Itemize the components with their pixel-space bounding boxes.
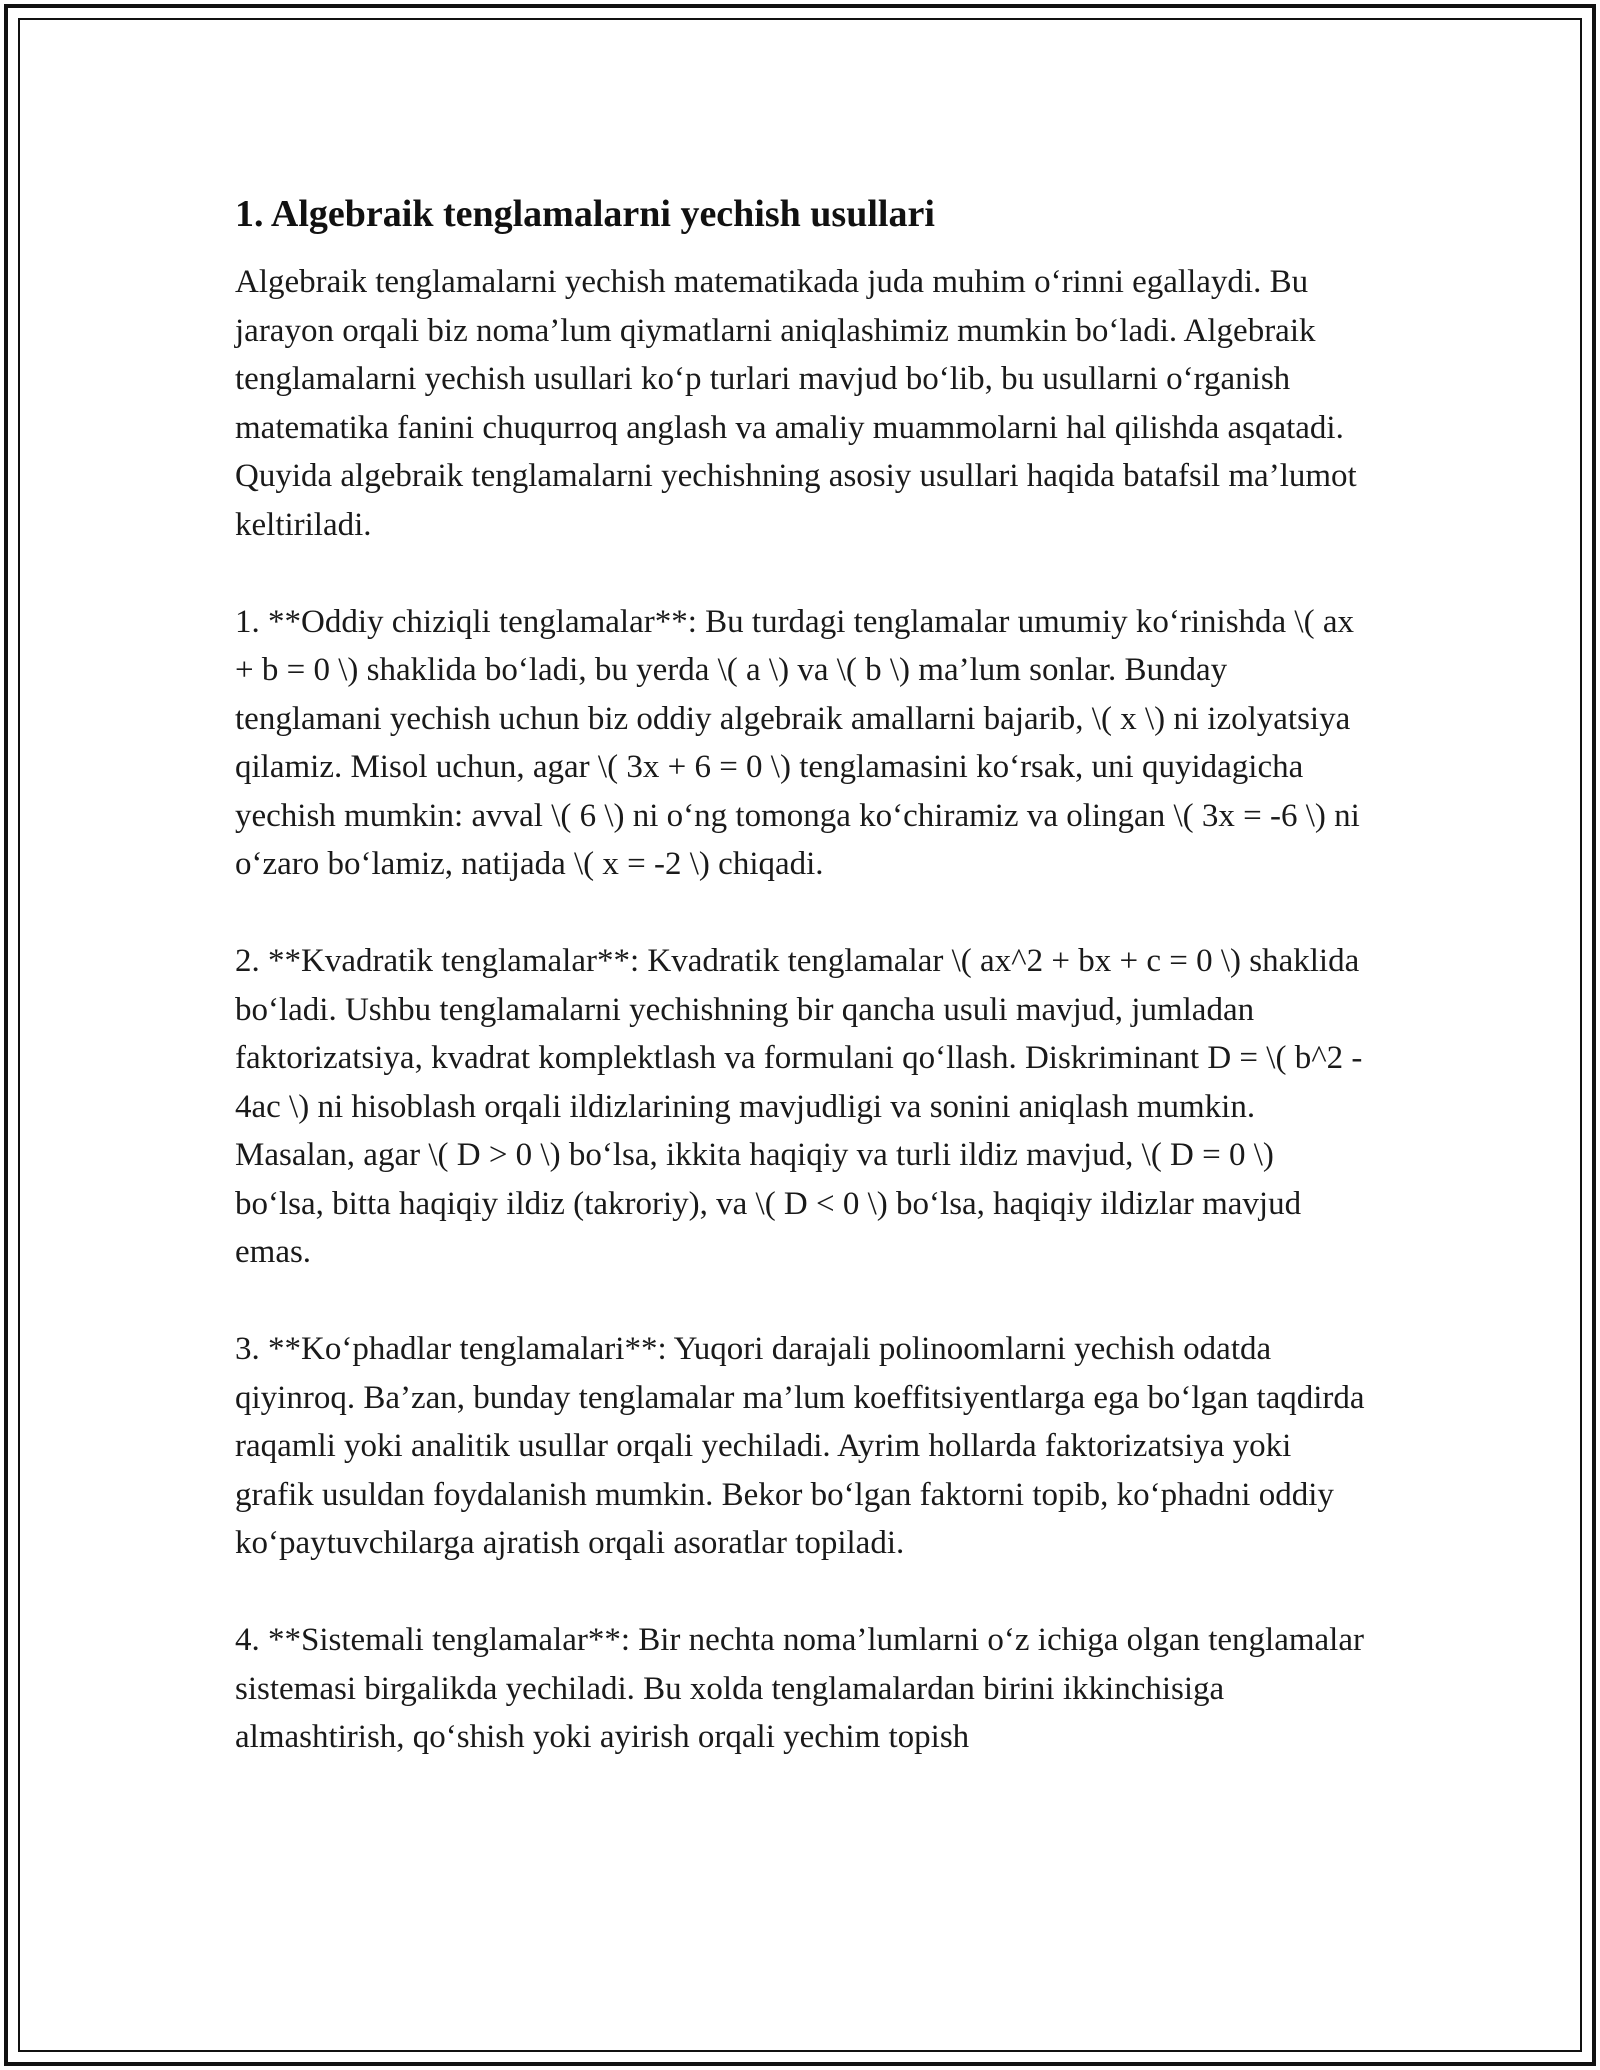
polynomial-equations-paragraph: 3. **Ko‘phadlar tenglamalari**: Yuqori darajali polinoomlarni yechish odatda qiyinroq. Ba’zan, bunday tenglamalar ma’lum koeffitsiyentlarga ega bo‘lgan taqdirda raqamli yoki analitik usullar orqali yechiladi. Ayrim hollarda faktorizatsiya yoki grafik usuldan foydalanish mumkin. Bekor bo‘lgan faktorni topib, ko‘phadni oddiy ko‘paytuvchilarga ajratish orqali asoratlar topiladi. <box>235 1331 1365 1561</box>
quadratic-equations-paragraph: 2. **Kvadratik tenglamalar**: Kvadratik tenglamalar \( ax^2 + bx + c = 0 \) shaklida bo‘ladi. Ushbu tenglamalarni yechishning bir qancha usuli mavjud, jumladan faktorizatsiya, kvadrat komplektlash va formulani qo‘llash. Diskriminant D = \( b^2 - 4ac \) ni hisoblash orqali ildizlarining mavjudligi va sonini aniqlash mumkin. Masalan, agar \( D > 0 \) bo‘lsa, ikkita haqiqiy va turli ildiz mavjud, \( D = 0 \) bo‘lsa, bitta haqiqiy ildiz (takroriy), va \( D < 0 \) bo‘lsa, haqiqiy ildizlar mavjud emas. <box>235 943 1363 1270</box>
document-body <box>235 188 1365 1810</box>
section-heading: 1. Algebraik tenglamalarni yechish usullari <box>235 193 935 235</box>
intro-paragraph: Algebraik tenglamalarni yechish matematikada juda muhim o‘rinni egallaydi. Bu jarayon orqali biz noma’lum qiymatlarni aniqlashimiz mumkin bo‘ladi. Algebraik tenglamalarni yechish usullari ko‘p turlari mavjud bo‘lib, bu usullarni o‘rganish matematika fanini chuqurroq anglash va amaliy muammolarni hal qilishda asqatadi. Quyida algebraik tenglamalarni yechishning asosiy usullari haqida batafsil ma’lumot keltiriladi. <box>235 264 1357 543</box>
linear-equations-paragraph: 1. **Oddiy chiziqli tenglamalar**: Bu turdagi tenglamalar umumiy ko‘rinishda \( ax + b = 0 \) shaklida bo‘ladi, bu yerda \( a \) va \( b \) ma’lum sonlar. Bunday tenglamani yechish uchun biz oddiy algebraik amallarni bajarib, \( x \) ni izolyatsiya qilamiz. Misol uchun, agar \( 3x + 6 = 0 \) tenglamasini ko‘rsak, uni quyidagicha yechish mumkin: avval \( 6 \) ni o‘ng tomonga ko‘chiramiz va olingan \( 3x = -6 \) ni o‘zaro bo‘lamiz, natijada \( x = -2 \) chiqadi. <box>235 603 1360 882</box>
system-equations-paragraph: 4. **Sistemali tenglamalar**: Bir nechta noma’lumlarni o‘z ichiga olgan tenglamalar sistemasi birgalikda yechiladi. Bu xolda tenglamalardan birini ikkinchisiga almashtirish, qo‘shish yoki ayirish orqali yechim topish <box>235 1622 1364 1755</box>
